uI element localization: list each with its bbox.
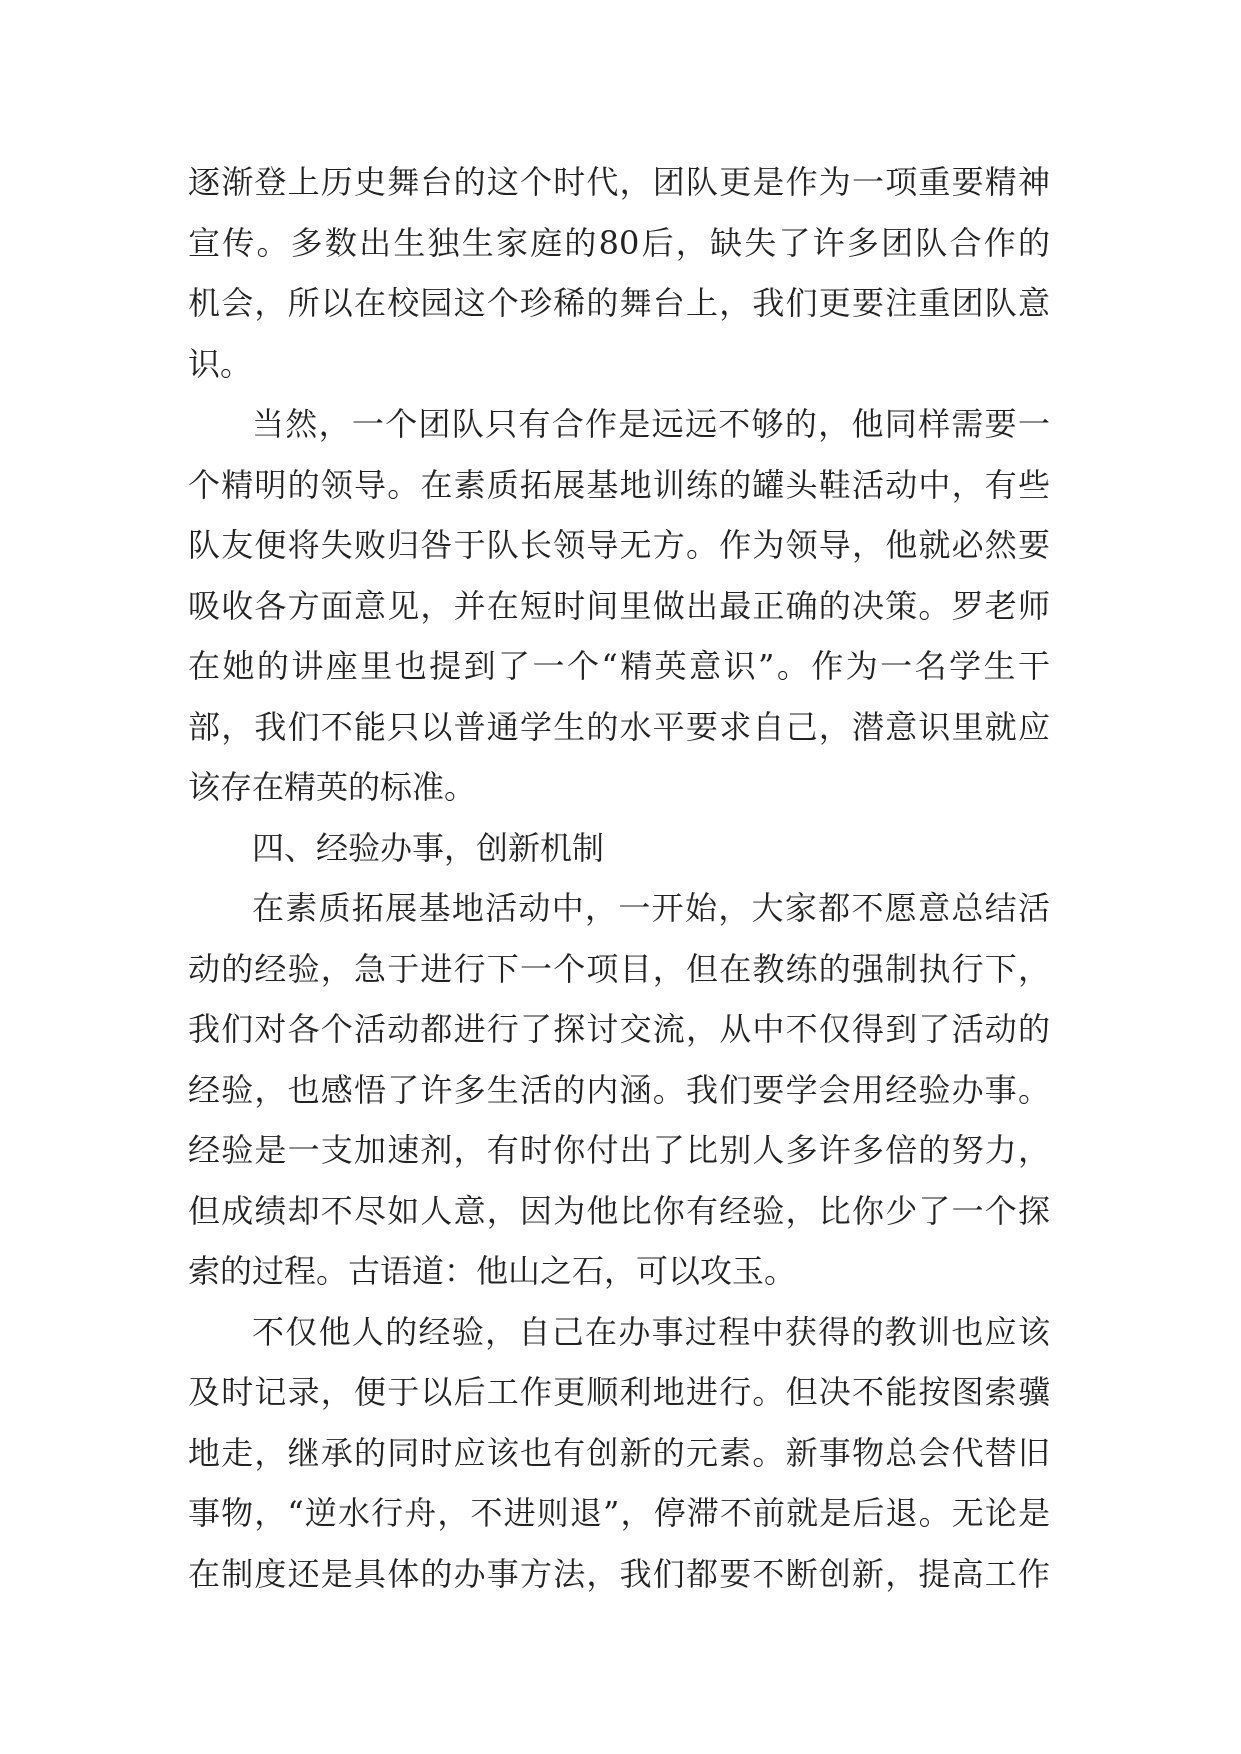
text-line: 在制度还是具体的办事方法，我们都要不断创新，提高工作 bbox=[188, 1554, 1050, 1593]
text-line: 我们对各个活动都进行了探讨交流，从中不仅得到了活动的 bbox=[188, 1010, 1050, 1048]
text-line: 地走，继承的同时应该也有创新的元素。新事物总会代替旧 bbox=[188, 1433, 1050, 1472]
section-heading: 四、经验办事，创新机制 bbox=[252, 828, 605, 867]
text-line: 事物，“逆水行舟，不进则退”，停滞不前就是后退。无论是 bbox=[188, 1494, 1050, 1532]
text-line: 动的经验，急于进行下一个项目，但在教练的强制执行下， bbox=[188, 949, 1050, 988]
paragraph-first-line: 当然，一个团队只有合作是远远不够的，他同样需要一 bbox=[252, 405, 1050, 443]
text-line: 个精明的领导。在素质拓展基地训练的罐头鞋活动中，有些 bbox=[188, 465, 1050, 504]
text-line: 机会，所以在校园这个珍稀的舞台上，我们更要注重团队意 bbox=[188, 284, 1050, 322]
text-line: 索的过程。古语道：他山之石，可以攻玉。 bbox=[188, 1252, 797, 1290]
text-line: 在她的讲座里也提到了一个“精英意识”。作为一名学生干 bbox=[188, 647, 1050, 685]
text-line: 吸收各方面意见，并在短时间里做出最正确的决策。罗老师 bbox=[188, 586, 1050, 625]
text-line: 经验，也感悟了许多生活的内涵。我们要学会用经验办事。 bbox=[188, 1070, 1050, 1109]
text-line: 队友便将失败归咎于队长领导无方。作为领导，他就必然要 bbox=[188, 526, 1050, 564]
text-line: 经验是一支加速剂，有时你付出了比别人多许多倍的努力， bbox=[188, 1131, 1050, 1169]
body-text bbox=[188, 152, 1050, 1604]
paragraph-first-line: 不仅他人的经验，自己在办事过程中获得的教训也应该 bbox=[252, 1312, 1050, 1351]
text-line: 识。 bbox=[188, 344, 253, 383]
text-line: 但成绩却不尽如人意，因为他比你有经验，比你少了一个探 bbox=[188, 1191, 1050, 1230]
paragraph-first-line: 在素质拓展基地活动中，一开始，大家都不愿意总结活 bbox=[252, 889, 1050, 927]
text-line: 逐渐登上历史舞台的这个时代，团队更是作为一项重要精神 bbox=[188, 163, 1050, 201]
text-line: 及时记录，便于以后工作更顺利地进行。但决不能按图索骥 bbox=[188, 1373, 1050, 1411]
text-line: 该存在精英的标准。 bbox=[188, 768, 477, 806]
text-line: 部，我们不能只以普通学生的水平要求自己，潜意识里就应 bbox=[188, 707, 1050, 746]
text-line: 宣传。多数出生独生家庭的80后，缺失了许多团队合作的 bbox=[188, 223, 1050, 262]
